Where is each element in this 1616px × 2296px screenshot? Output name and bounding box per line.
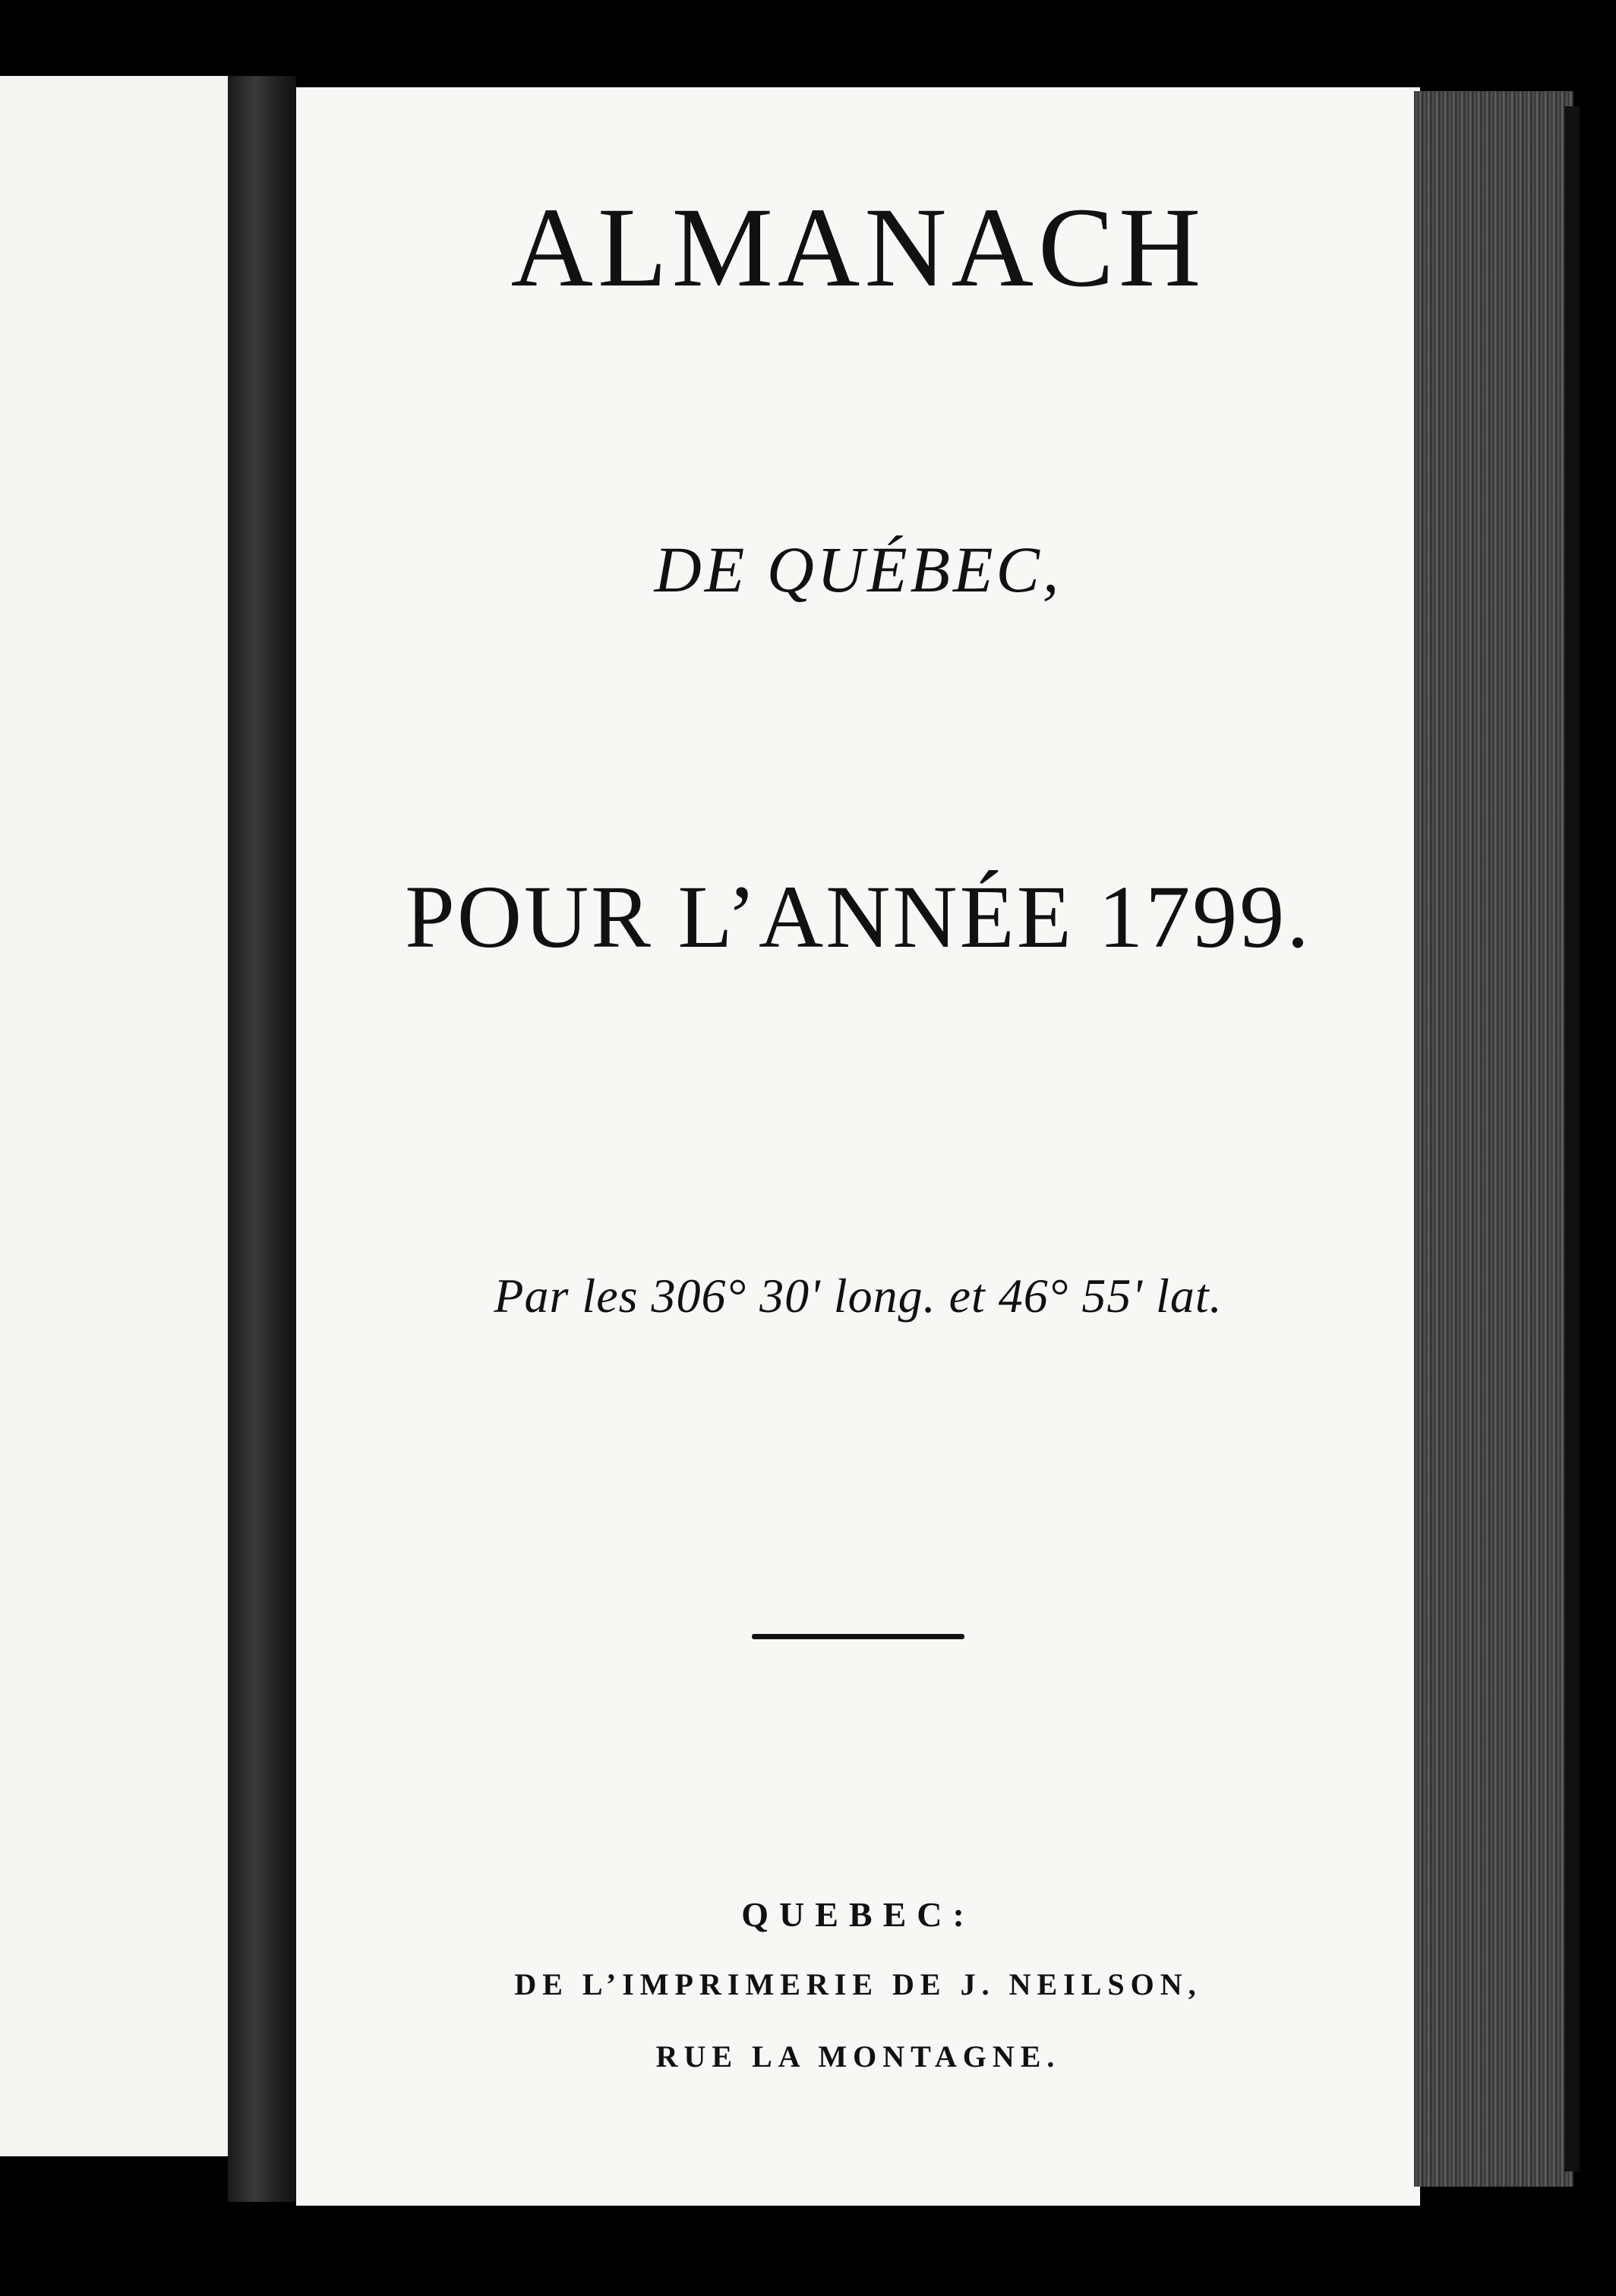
book-gutter [228, 76, 296, 2202]
title-page [296, 87, 1420, 2206]
geographic-coordinates: Par les 306° 30' long. et 46° 55' lat. [494, 1269, 1223, 1323]
almanac-title: ALMANACH [510, 184, 1206, 311]
almanac-subtitle: DE QUÉBEC, [654, 533, 1062, 606]
page-edge-shadow [1564, 106, 1580, 2171]
imprint-city: QUEBEC: [741, 1895, 975, 1934]
divider-rule [752, 1634, 964, 1639]
left-page [0, 76, 228, 2156]
imprint-printer: DE L’IMPRIMERIE DE J. NEILSON, [514, 1967, 1202, 2001]
page-edges [1414, 91, 1573, 2187]
almanac-year: POUR L’ANNÉE 1799. [405, 867, 1311, 967]
imprint-street: RUE LA MONTAGNE. [655, 2039, 1061, 2074]
